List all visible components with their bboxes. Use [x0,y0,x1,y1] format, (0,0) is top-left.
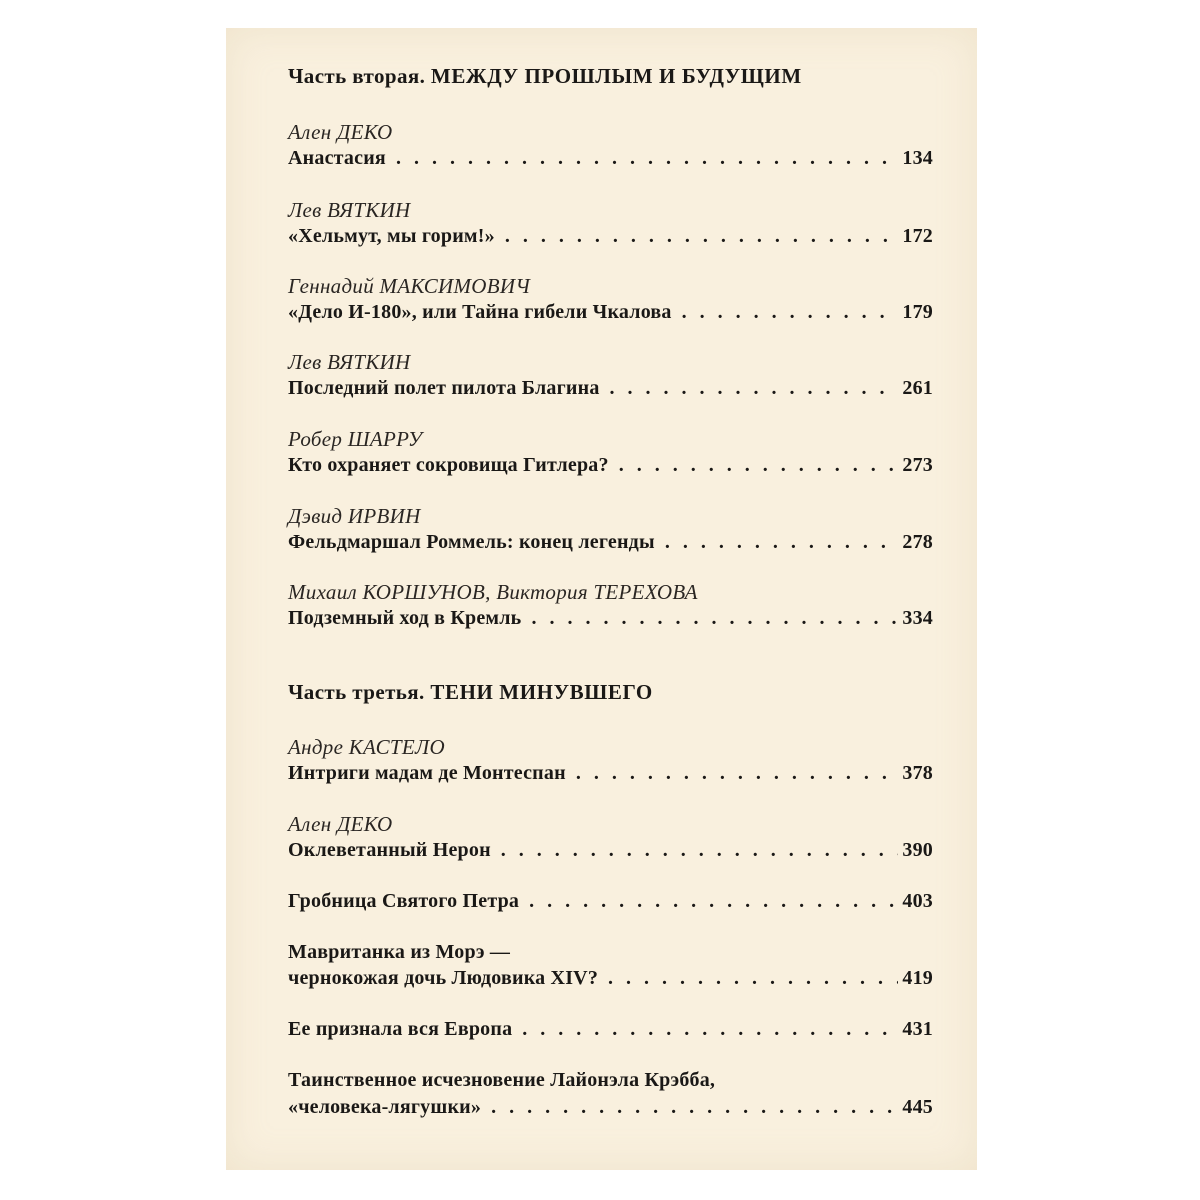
dot-leader [501,839,899,862]
entry-page-number: 403 [902,890,933,912]
toc-entry[interactable] [288,607,933,630]
entry-page-number: 445 [902,1096,933,1118]
entry-title: Интриги мадам де Монтеспан [288,762,566,784]
entry-page-number: 261 [902,377,933,399]
part-title: МЕЖДУ ПРОШЛЫМ И БУДУЩИМ [430,64,802,88]
dot-leader [608,967,898,990]
entry-author: Дэвид ИРВИН [288,504,421,528]
part-label: Часть третья. [288,680,425,704]
dot-leader [529,890,898,913]
toc-entry[interactable] [288,762,933,785]
toc-entry[interactable] [288,890,933,913]
dot-leader [619,454,899,477]
entry-title: «человека-лягушки» [288,1096,482,1118]
entry-page-number: 390 [902,839,933,861]
toc-entry[interactable] [288,454,933,477]
dot-leader [665,531,899,554]
entry-author: Геннадий МАКСИМОВИЧ [288,274,531,298]
part-heading [288,64,802,89]
entry-author: Лев ВЯТКИН [288,198,411,222]
toc-entry[interactable] [288,839,933,862]
entry-author: Ален ДЕКО [288,812,393,836]
entry-author: Андре КАСТЕЛО [288,735,445,759]
dot-leader [610,377,899,400]
entry-page-number: 419 [902,967,933,989]
entry-page-number: 334 [902,607,933,629]
dot-leader [531,607,898,630]
entry-page-number: 378 [902,762,933,784]
entry-author: Ален ДЕКО [288,120,393,144]
entry-page-number: 431 [902,1018,933,1040]
dot-leader [491,1096,898,1119]
part-heading [288,680,653,705]
toc-entry[interactable] [288,225,933,248]
entry-title: «Дело И-180», или Тайна гибели Чкалова [288,301,672,323]
entry-title: Анастасия [288,147,386,169]
entry-title: Последний полет пилота Благина [288,377,600,399]
entry-title: «Хельмут, мы горим!» [288,225,495,247]
entry-title-line: Таинственное исчезновение Лайонэла Крэбба, [288,1069,716,1091]
entry-author: Робер ШАРРУ [288,427,423,451]
toc-entry[interactable] [288,967,933,990]
dot-leader [682,301,899,324]
entry-page-number: 172 [902,225,933,247]
part-title: ТЕНИ МИНУВШЕГО [430,680,653,704]
entry-page-number: 278 [902,531,933,553]
entry-title: Оклеветанный Нерон [288,839,491,861]
dot-leader [522,1018,898,1041]
entry-page-number: 179 [902,301,933,323]
entry-title: Гробница Святого Петра [288,890,520,912]
book-page [226,28,977,1170]
entry-page-number: 134 [902,147,933,169]
entry-page-number: 273 [902,454,933,476]
entry-title: Ее признала вся Европа [288,1018,513,1040]
dot-leader [576,762,899,785]
entry-title: Подземный ход в Кремль [288,607,522,629]
entry-title: Фельдмаршал Роммель: конец легенды [288,531,655,553]
toc-entry[interactable] [288,147,933,170]
toc-entry[interactable] [288,301,933,324]
entry-title-line: Мавританка из Морэ — [288,941,511,963]
entry-title: Кто охраняет сокровища Гитлера? [288,454,609,476]
entry-author: Лев ВЯТКИН [288,350,411,374]
entry-title: чернокожая дочь Людовика XIV? [288,967,599,989]
toc-entry[interactable] [288,377,933,400]
dot-leader [396,147,898,170]
toc-entry[interactable] [288,531,933,554]
toc-entry[interactable] [288,1018,933,1041]
part-label: Часть вторая. [288,64,426,88]
toc-entry[interactable] [288,1096,933,1119]
entry-author: Михаил КОРШУНОВ, Виктория ТЕРЕХОВА [288,580,698,604]
dot-leader [505,225,899,248]
